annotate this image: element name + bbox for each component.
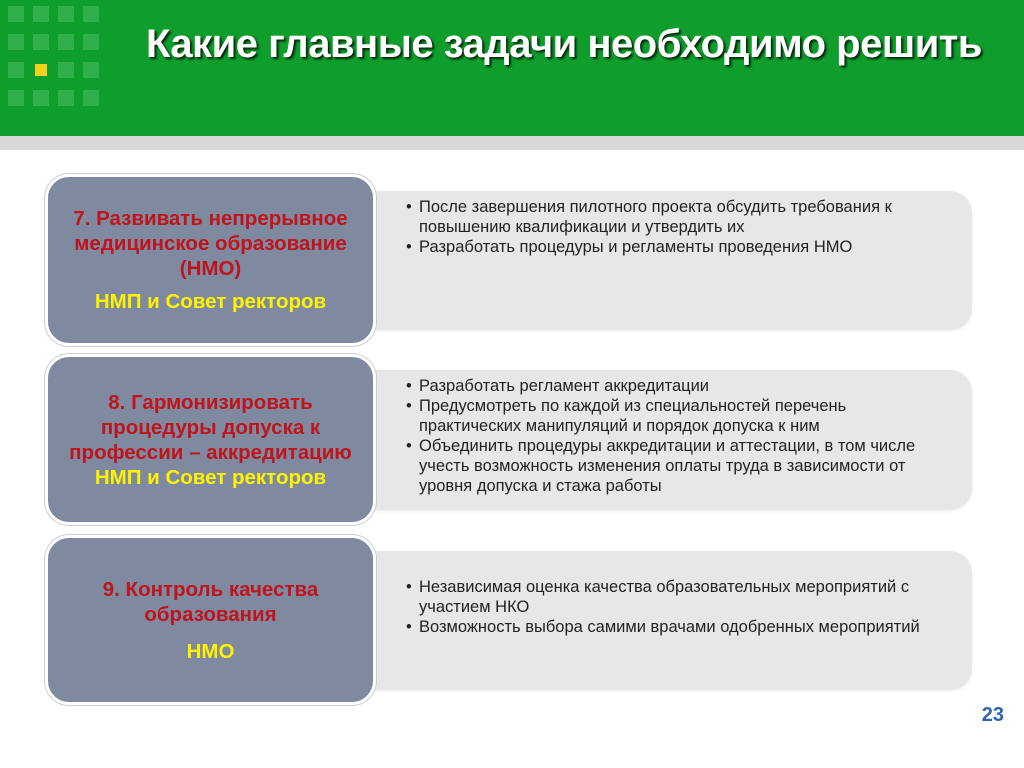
task-bullets (406, 197, 948, 257)
task-responsible: НМП и Совет ректоров (94, 290, 327, 313)
task-bullet: • Разработать процедуры и регламенты проведения НМО (406, 237, 948, 257)
slide-title: Какие главные задачи необходимо решить (146, 22, 982, 66)
task-responsible: НМП и Совет ректоров (94, 465, 327, 489)
task-responsible: НМО (186, 639, 235, 663)
task-bullets (406, 376, 948, 496)
task-details-panel (350, 370, 972, 510)
task-details-panel (350, 191, 972, 330)
task-details-panel (350, 551, 972, 690)
task-heading: 7. Развивать непрерывное медицинское образование (НМО) (73, 207, 348, 280)
header-divider (0, 136, 1024, 150)
task-bullet: • Предусмотреть по каждой из специальностей перечень практических манипуляций и порядок допуска к ним (406, 396, 948, 436)
task-bullet: • После завершения пилотного проекта обсудить требования к повышению квалификации и утвердить их (406, 197, 948, 237)
task-heading: 9. Контроль качества образования (102, 577, 319, 626)
highlight-square-icon (35, 64, 47, 76)
task-bullet: • Разработать регламент аккредитации (406, 376, 948, 396)
task-title-box (45, 354, 376, 525)
decorative-grid (8, 6, 99, 106)
task-title-box (45, 535, 376, 705)
header-bar (0, 0, 1024, 136)
task-title-box (45, 174, 376, 346)
page-number: 23 (981, 704, 1004, 726)
task-bullet: • Независимая оценка качества образовательных мероприятий с участием НКО (406, 577, 948, 617)
task-bullet: • Возможность выбора самими врачами одобренных мероприятий (406, 617, 948, 637)
task-bullet: • Объединить процедуры аккредитации и аттестации, в том числе учесть возможность изменения оплаты труда в зависимости от уровня допуска и стажа работы (406, 436, 948, 496)
task-bullets (406, 577, 948, 637)
task-heading: 8. Гармонизировать процедуры допуска к профессии – аккредитацию (69, 390, 352, 464)
